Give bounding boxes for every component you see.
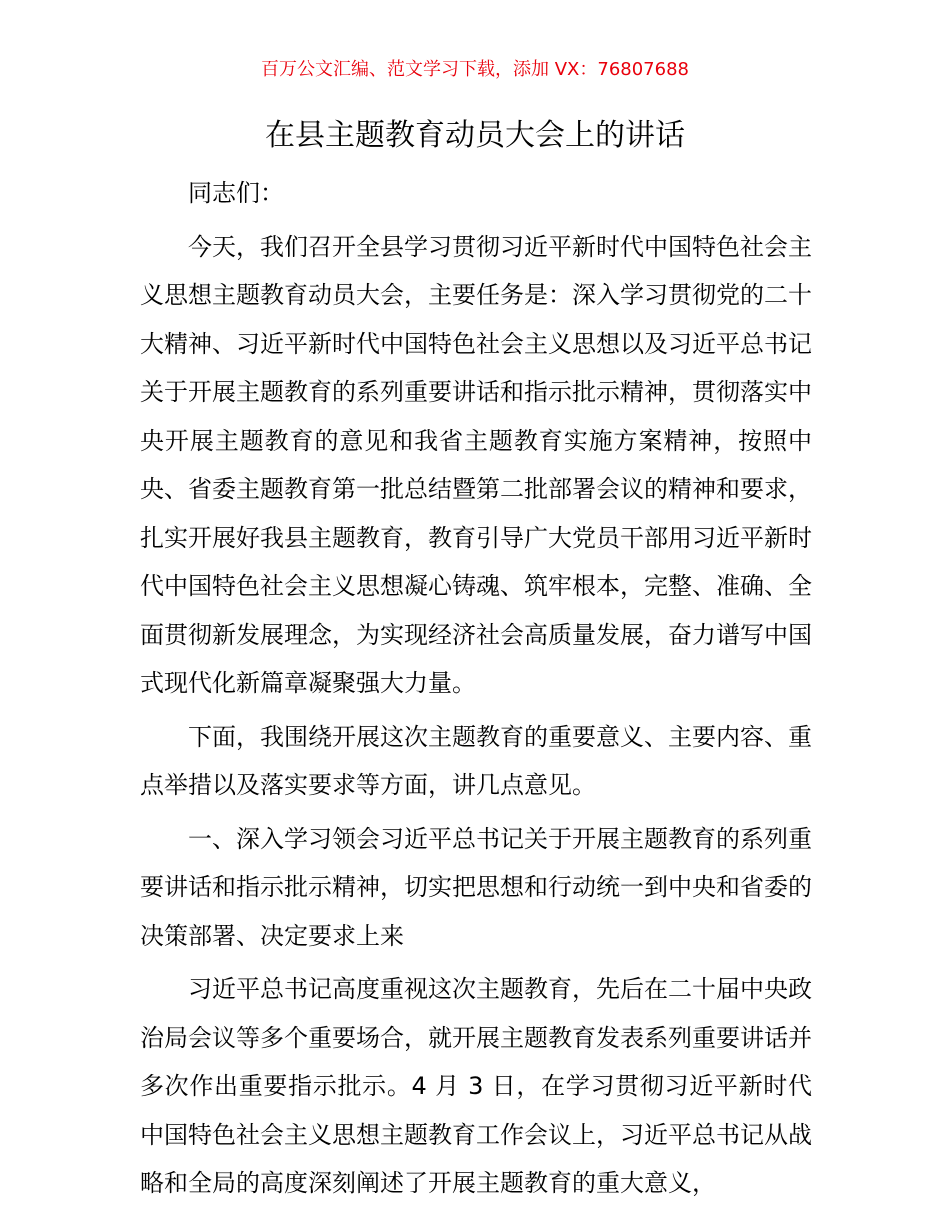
section-heading-1: 一、深入学习领会习近平总书记关于开展主题教育的系列重要讲话和指示批示精神，切实把思想和行动统一到中央和省委的决策部署、决定要求上来: [140, 824, 812, 950]
document-title: 在县主题教育动员大会上的讲话: [265, 118, 685, 153]
document-body: [140, 169, 812, 1208]
paragraph-section-1: 习近平总书记高度重视这次主题教育，先后在二十届中央政治局会议等多个重要场合，就开展主题教育发表系列重要讲话并多次作出重要指示批示。4 月 3 日，在学习贯彻习近平新时代中国特色社会主义思想主题教育工作会议上，习近平总书记从战略和全局的高度深刻阐述了开展主题教育的重大意义，: [140, 975, 812, 1197]
paragraph-intro: 今天，我们召开全县学习贯彻习近平新时代中国特色社会主义思想主题教育动员大会，主要任务是：深入学习贯彻党的二十大精神、习近平新时代中国特色社会主义思想以及习近平总书记关于开展主题教育的系列重要讲话和指示批示精神，贯彻落实中央开展主题教育的意见和我省主题教育实施方案精神，按照中央、省委主题教育第一批总结暨第二批部署会议的精神和要求，扎实开展好我县主题教育，教育引导广大党员干部用习近平新时代中国特色社会主义思想凝心铸魂、筑牢根本，完整、准确、全面贯彻新发展理念，为实现经济社会高质量发展，奋力谱写中国式现代化新篇章凝聚强大力量。: [140, 232, 812, 697]
greeting: 同志们：: [188, 179, 284, 207]
paragraph-outline: 下面，我围绕开展这次主题教育的重要意义、主要内容、重点举措以及落实要求等方面，讲几点意见。: [140, 722, 812, 799]
watermark-header: 百万公文汇编、范文学习下载，添加 VX：76807688: [261, 59, 689, 80]
